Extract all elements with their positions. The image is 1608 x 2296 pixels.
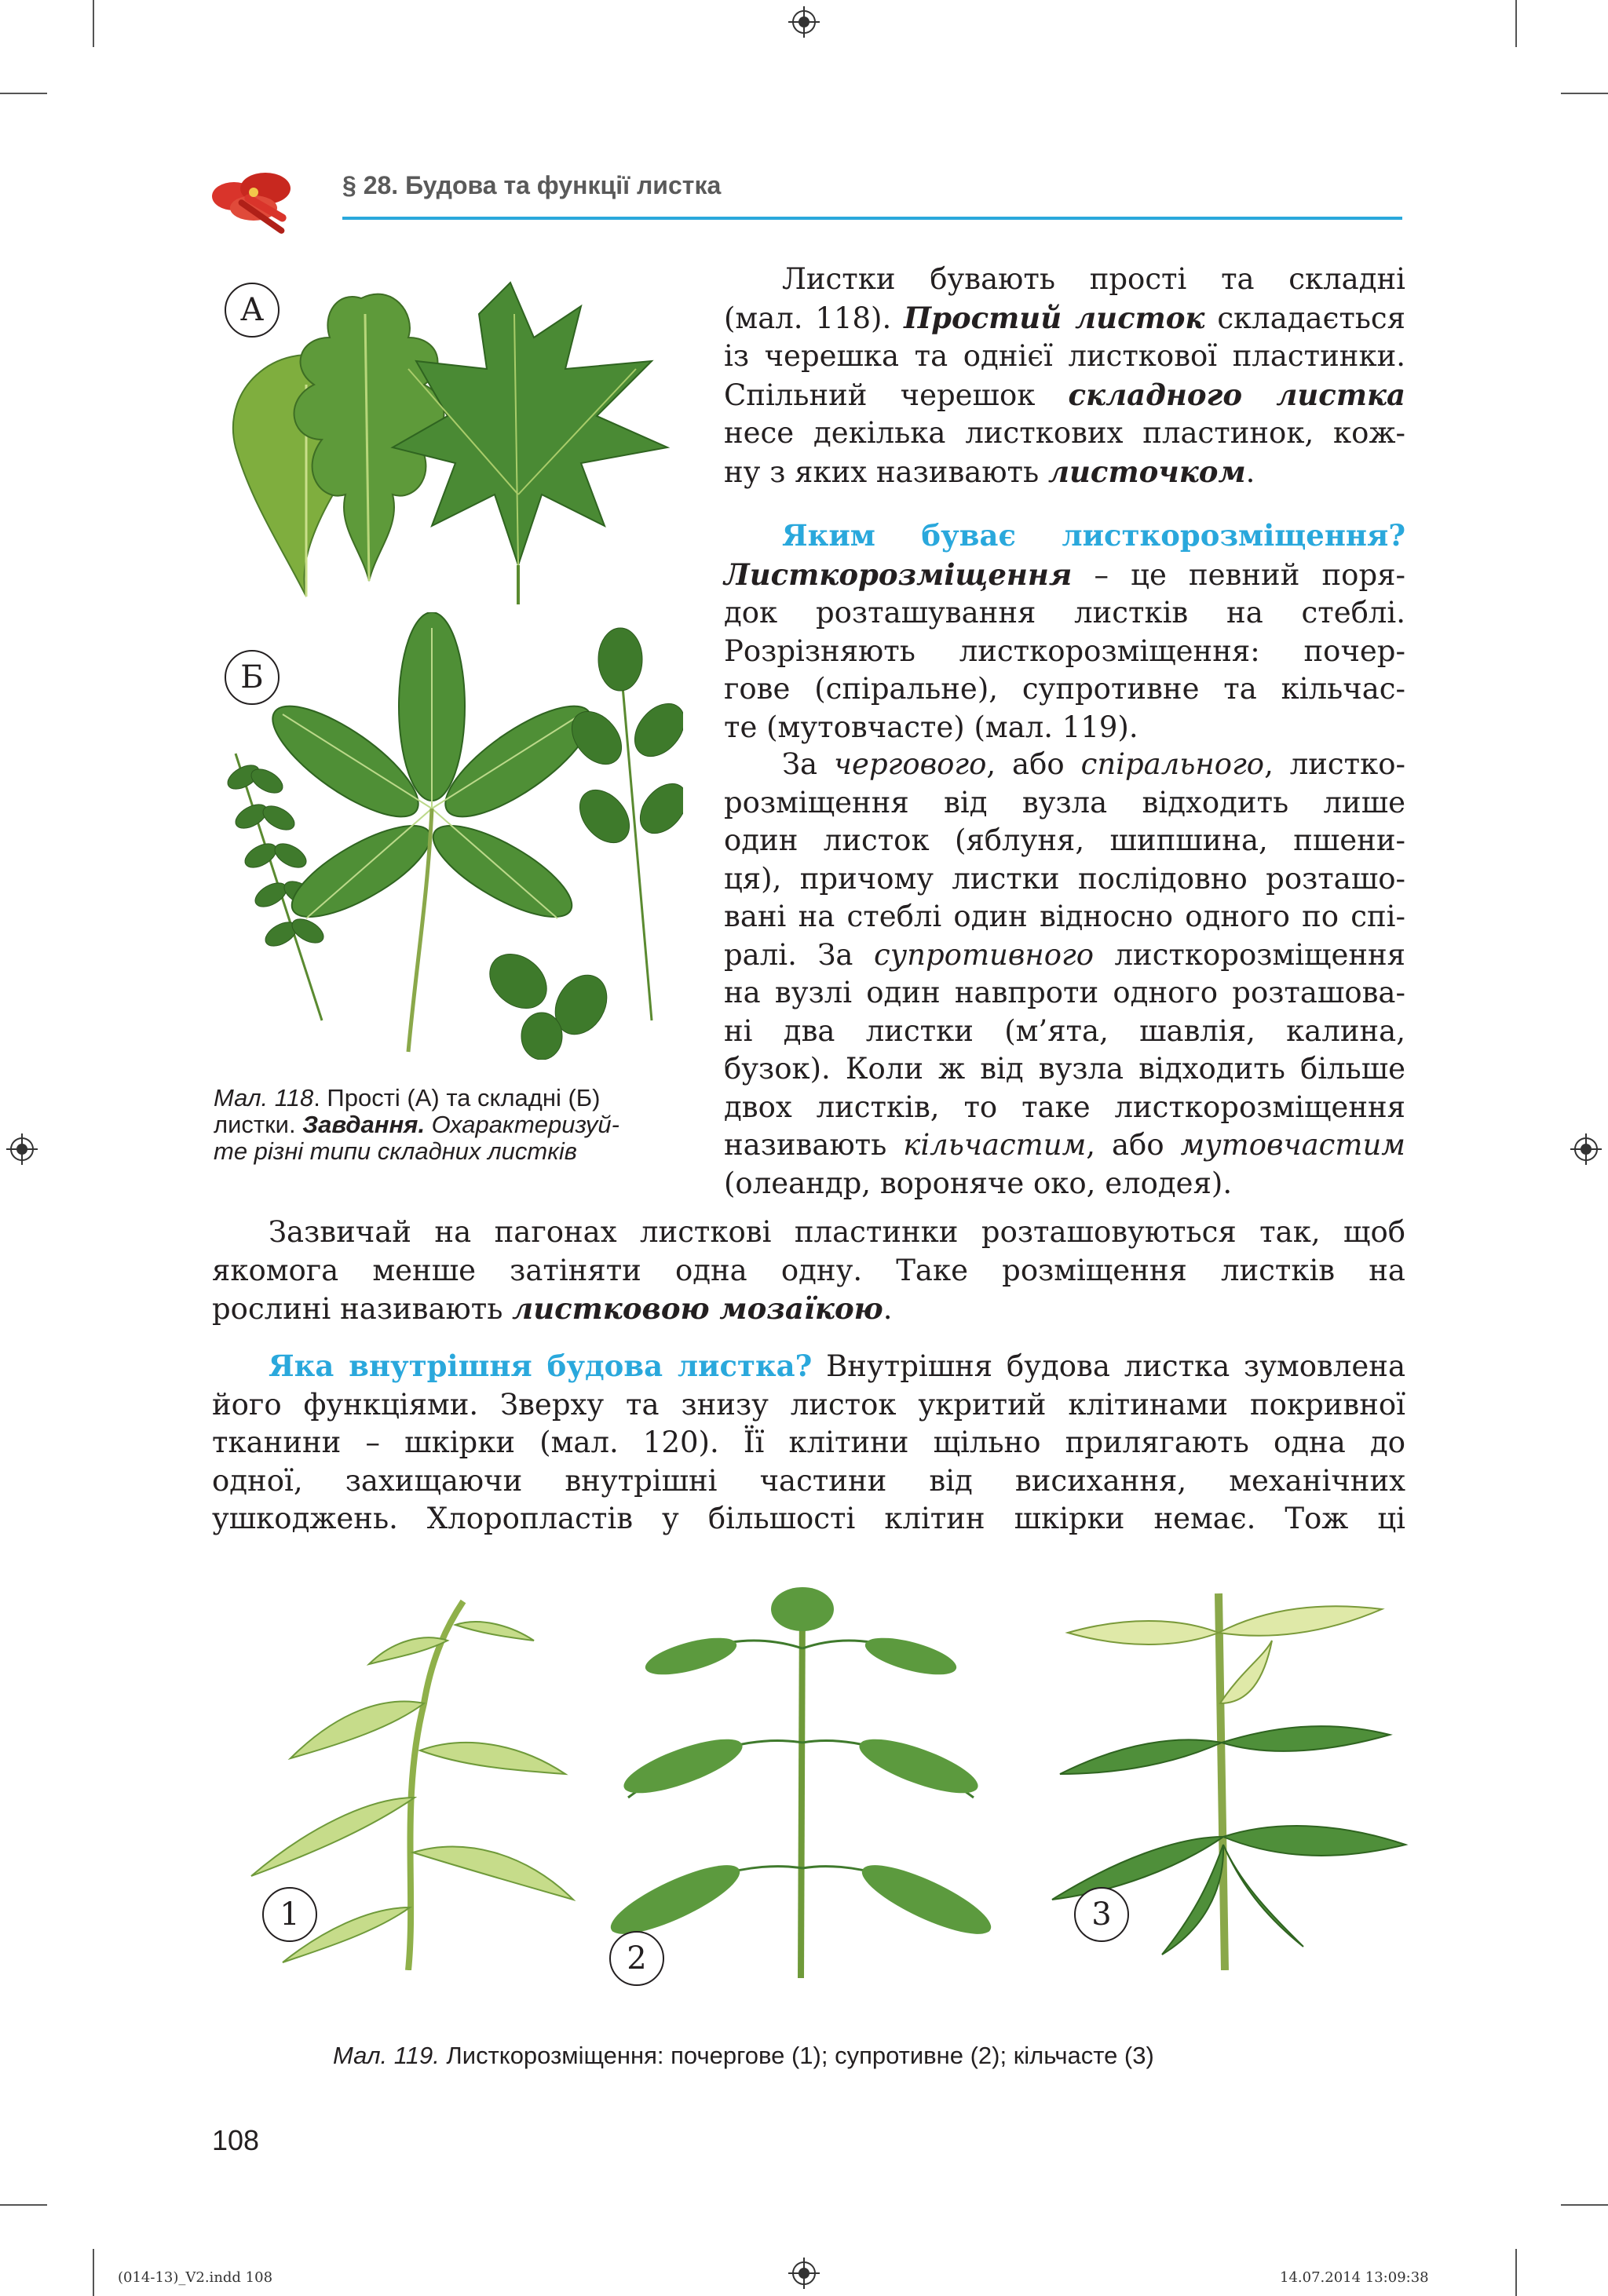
crop-mark xyxy=(1561,93,1608,94)
text-line: Зазвичай на пагонах листкові пластинки розташовуються так, щоб xyxy=(269,1215,1405,1249)
term-opposite: супротивного xyxy=(873,937,1095,972)
text-run: , листко- xyxy=(1264,747,1405,781)
text-run: , або xyxy=(986,747,1081,781)
caption-text: Листкорозміщення: почергове (1); супротивне (2); кільчасте (3) xyxy=(439,2042,1154,2069)
text-run: За xyxy=(782,747,835,781)
text-line: розміщення від вузла відходить лише xyxy=(724,785,1405,819)
figure-label-a: А xyxy=(225,283,280,338)
paragraph-leaf-mosaic xyxy=(212,1214,1405,1329)
text-line: із черешка та однієї листкової пластинки. xyxy=(724,339,1405,373)
simple-leaves-illustration xyxy=(212,267,683,604)
term-leaf-mosaic: листковою мозаїкою xyxy=(512,1291,883,1326)
text-line: гове (спіральне), супротивне та кільчас- xyxy=(724,672,1405,706)
term-whorled: кільчастим xyxy=(903,1128,1087,1162)
text-line: вані на стеблі один відносно одного по спі- xyxy=(724,900,1405,933)
text-run: (мал. 118). xyxy=(724,301,904,335)
text-line: Листки бувають прості та складні xyxy=(782,262,1405,296)
text-line xyxy=(724,746,1405,784)
figure-label-b: Б xyxy=(225,650,280,705)
text-line xyxy=(212,1290,1405,1329)
text-run: – це певний поря- xyxy=(1072,557,1405,592)
text-line: на вузлі один навпроти одного розташова- xyxy=(724,976,1405,1009)
text-line: одної, захищаючи внутрішні частини від висихання, механічних xyxy=(212,1463,1405,1498)
text-run: , або xyxy=(1086,1128,1181,1162)
figure-119-caption xyxy=(333,2042,1432,2069)
compound-leaves-illustration xyxy=(212,612,683,1060)
figure-label-3: 3 xyxy=(1074,1887,1129,1942)
figure-119-number: Мал. 119. xyxy=(333,2042,440,2069)
figure-label-1: 1 xyxy=(262,1887,317,1942)
crop-mark xyxy=(93,0,94,47)
crop-mark xyxy=(1561,2204,1608,2206)
caption-task-text: Охарактеризуй- xyxy=(425,1111,619,1138)
paragraph-leaf-arrangement xyxy=(724,517,1405,746)
paragraph-simple-compound xyxy=(724,261,1405,491)
term-verticillate: мутовчастим xyxy=(1180,1128,1405,1162)
crop-mark xyxy=(93,2249,94,2296)
text-line xyxy=(724,299,1405,338)
registration-mark-icon xyxy=(1570,1133,1602,1165)
registration-mark-icon xyxy=(788,6,820,38)
caption-task-label: Завдання. xyxy=(302,1111,426,1138)
text-line: один листок (яблуня, шипшина, пшени- xyxy=(724,823,1405,857)
text-line xyxy=(724,556,1405,595)
text-line: тканини – шкірки (мал. 120). Її клітини щільно прилягають одна до xyxy=(212,1425,1405,1459)
caption-text: . Прості (А) та складні (Б) xyxy=(313,1084,601,1111)
text-run: рослині називають xyxy=(212,1292,513,1326)
text-run: Внутрішня будова листка зумовлена xyxy=(812,1349,1405,1383)
crop-mark xyxy=(1515,2249,1517,2296)
text-line: те (мутовчасте) (мал. 119). xyxy=(724,710,1138,744)
text-run: ну з яких називають xyxy=(724,454,1048,489)
text-line: двох листків, то таке листкорозміщення xyxy=(724,1090,1405,1124)
term-compound-leaf: складного листка xyxy=(1068,377,1405,412)
term-spiral: спірального xyxy=(1080,747,1265,781)
text-line: ушкоджень. Хлоропластів у більшості клітин шкірки немає. Тож ці xyxy=(212,1502,1405,1535)
text-run: називають xyxy=(724,1128,904,1162)
text-line: (олеандр, вороняче око, елодея). xyxy=(724,1166,1233,1200)
text-line: Розрізняють листкорозміщення: почер- xyxy=(724,633,1405,668)
term-alternate: чергового xyxy=(834,747,987,781)
header-rule xyxy=(342,217,1402,220)
text-line: бузок). Коли ж від вузла відходить більше xyxy=(724,1052,1405,1086)
section-title: § 28. Будова та функції листка xyxy=(342,171,722,199)
figure-118-number: Мал. 118 xyxy=(214,1084,314,1111)
text-run: листкорозміщення xyxy=(1094,937,1406,972)
figure-118-caption xyxy=(214,1085,653,1165)
text-line xyxy=(724,453,1405,492)
text-run: Спільний черешок xyxy=(724,378,1069,412)
text-line xyxy=(724,517,1405,556)
text-line: якомога менше затіняти одна одну. Таке розміщення листків на xyxy=(212,1253,1405,1287)
text-line xyxy=(724,1126,1405,1165)
flower-logo-icon xyxy=(210,165,298,243)
caption-task-text: те різні типи складних листків xyxy=(214,1137,577,1165)
caption-text: листки. xyxy=(214,1111,303,1138)
text-line xyxy=(724,376,1405,415)
subheading-leaf-arrangement: Яким буває листкорозміщення? xyxy=(782,518,1405,553)
text-line: ні два листки (м’ята, шавлія, калина, xyxy=(724,1013,1405,1048)
text-line xyxy=(212,1347,1405,1386)
page-number: 108 xyxy=(212,2124,260,2156)
term-leaf-arrangement: Листкорозміщення xyxy=(724,557,1073,592)
term-simple-leaf: Простий листок xyxy=(904,300,1205,335)
subheading-internal-structure: Яка внутрішня будова листка? xyxy=(269,1349,813,1383)
text-line: док розташування листків на стеблі. xyxy=(724,596,1405,630)
print-slug-date: 14.07.2014 13:09:38 xyxy=(1280,2269,1429,2286)
opposite-arrangement-illustration xyxy=(597,1586,1005,1978)
text-run: . xyxy=(1245,454,1255,489)
text-line: його функціями. Зверху та знизу листок укритий клітинами покривної xyxy=(212,1387,1405,1422)
crop-mark xyxy=(1515,0,1517,47)
registration-mark-icon xyxy=(788,2258,820,2289)
text-line: несе декілька листкових пластинок, кож- xyxy=(724,416,1405,450)
text-run: . xyxy=(883,1292,893,1326)
paragraph-arrangement-types xyxy=(724,746,1405,1203)
text-line: ця), причому листки послідовно розташо- xyxy=(724,861,1405,896)
text-line xyxy=(724,936,1405,975)
paragraph-internal-structure xyxy=(212,1347,1405,1539)
text-run: складається xyxy=(1204,301,1405,335)
print-slug-file: (014-13)_V2.indd 108 xyxy=(118,2269,273,2286)
figure-label-2: 2 xyxy=(609,1931,664,1986)
crop-mark xyxy=(0,93,47,94)
text-run: ралі. За xyxy=(724,937,874,972)
crop-mark xyxy=(0,2204,47,2206)
term-leaflet: листочком xyxy=(1047,454,1246,489)
registration-mark-icon xyxy=(6,1133,38,1165)
